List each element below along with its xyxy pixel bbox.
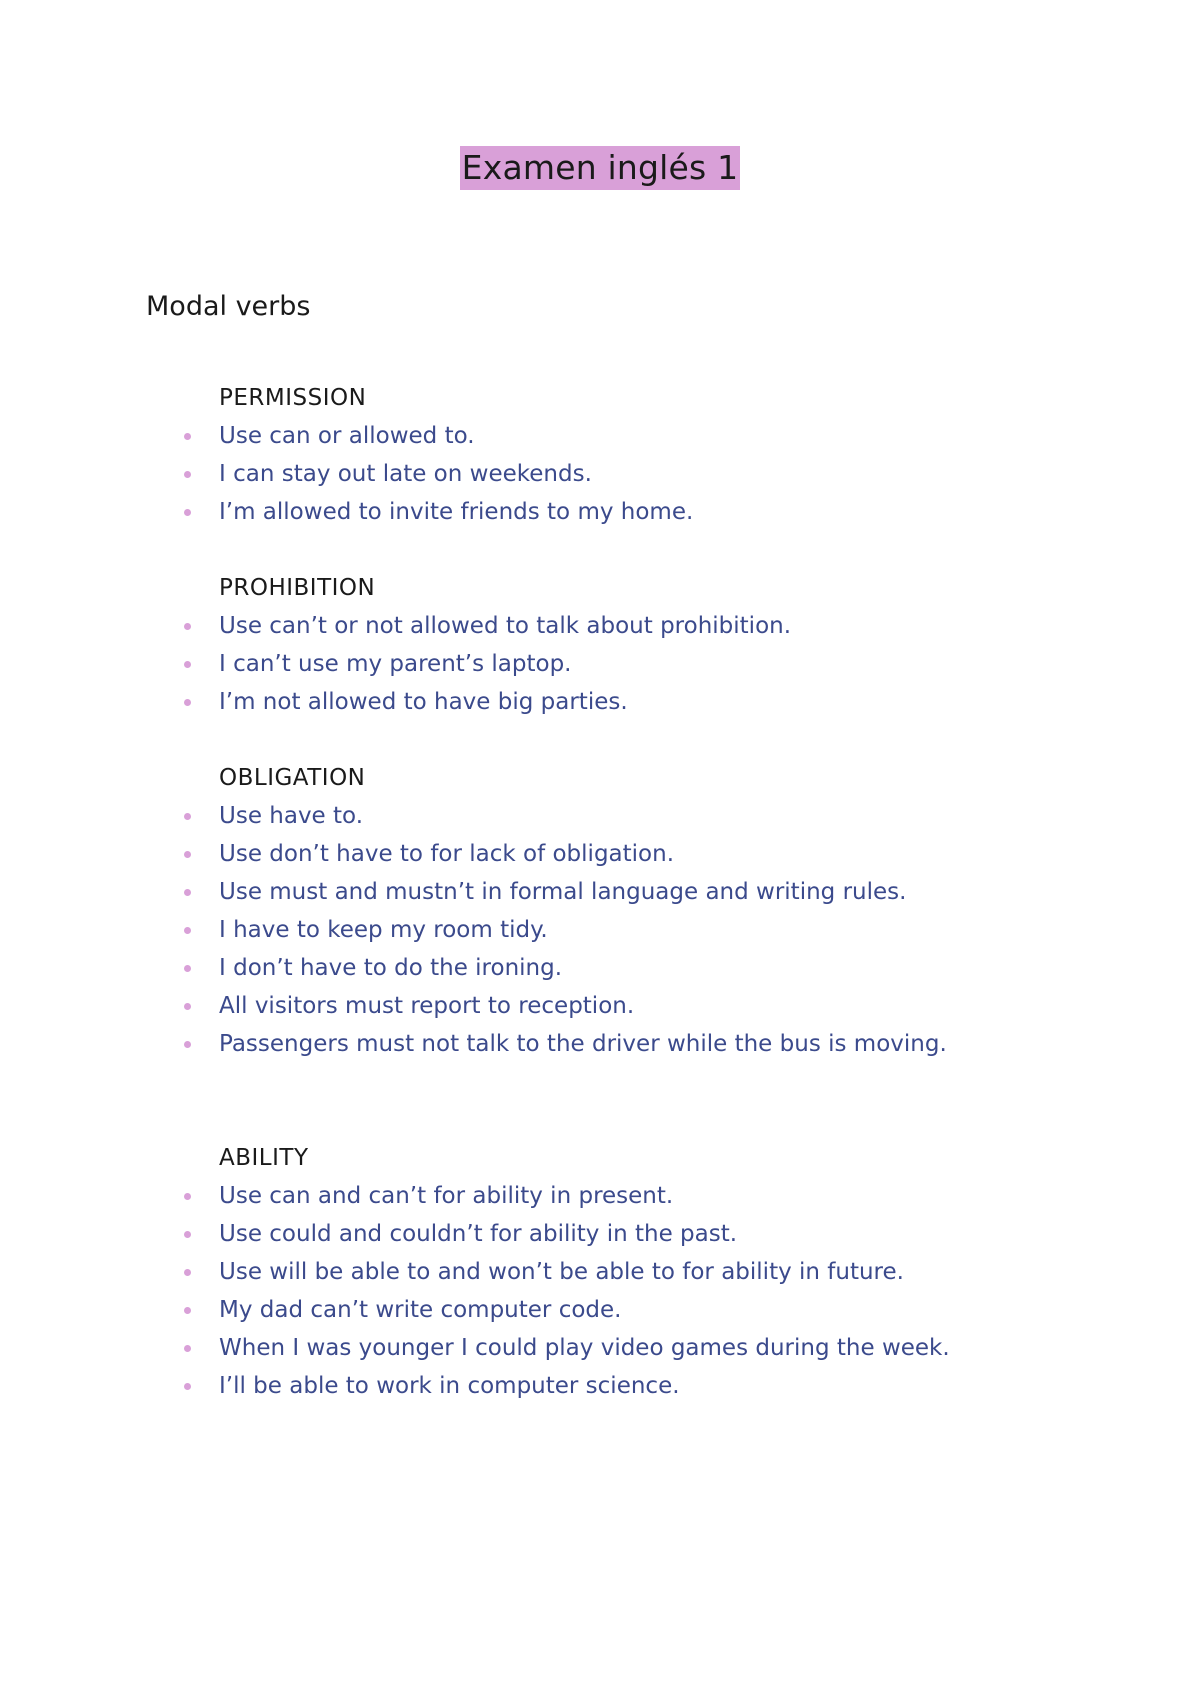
list-item <box>182 493 1082 531</box>
bullet-dot-icon <box>184 1269 191 1276</box>
section-label: PROHIBITION <box>219 575 376 601</box>
bullet-dot-icon <box>184 699 191 706</box>
list-item <box>182 607 1082 645</box>
list-item <box>182 1253 1082 1291</box>
list-item-text: Use will be able to and won’t be able to for ability in future. <box>219 1259 904 1285</box>
bullet-list <box>182 797 1082 1063</box>
list-item <box>182 797 1082 835</box>
bullet-dot-icon <box>184 927 191 934</box>
bullet-dot-icon <box>184 1345 191 1352</box>
list-item <box>182 949 1082 987</box>
bullet-list <box>182 607 1082 721</box>
bullet-dot-icon <box>184 1193 191 1200</box>
list-item-text: Use must and mustn’t in formal language and writing rules. <box>219 879 907 905</box>
bullet-dot-icon <box>184 471 191 478</box>
list-item <box>182 1177 1082 1215</box>
list-item-text: I’ll be able to work in computer science. <box>219 1373 680 1399</box>
section-heading: Modal verbs <box>146 291 311 322</box>
bullet-list <box>182 417 1082 531</box>
list-item <box>182 911 1082 949</box>
list-item-text: Use can or allowed to. <box>219 423 475 449</box>
list-item-text: I have to keep my room tidy. <box>219 917 548 943</box>
list-item-text: When I was younger I could play video games during the week. <box>219 1335 950 1361</box>
list-item <box>182 1329 1082 1367</box>
section-label: ABILITY <box>219 1145 309 1171</box>
list-item <box>182 987 1082 1025</box>
list-item <box>182 1025 1082 1063</box>
title-container <box>0 146 1200 190</box>
list-item-text: Use could and couldn’t for ability in the past. <box>219 1221 738 1247</box>
list-item <box>182 1291 1082 1329</box>
list-item <box>182 1367 1082 1405</box>
page-title: Examen inglés 1 <box>460 146 741 190</box>
section-ability <box>182 1139 1082 1405</box>
bullet-dot-icon <box>184 965 191 972</box>
bullet-dot-icon <box>184 889 191 896</box>
list-item-text: I can stay out late on weekends. <box>219 461 592 487</box>
list-item <box>182 683 1082 721</box>
list-item <box>182 873 1082 911</box>
bullet-list <box>182 1177 1082 1405</box>
bullet-dot-icon <box>184 1231 191 1238</box>
bullet-dot-icon <box>184 1307 191 1314</box>
section-permission <box>182 379 1082 531</box>
bullet-dot-icon <box>184 661 191 668</box>
list-item <box>182 455 1082 493</box>
bullet-dot-icon <box>184 851 191 858</box>
section-label: PERMISSION <box>219 385 367 411</box>
bullet-dot-icon <box>184 1003 191 1010</box>
bullet-dot-icon <box>184 509 191 516</box>
bullet-dot-icon <box>184 1041 191 1048</box>
bullet-dot-icon <box>184 1383 191 1390</box>
list-item-text: My dad can’t write computer code. <box>219 1297 622 1323</box>
list-item-text: Use can and can’t for ability in present. <box>219 1183 674 1209</box>
bullet-dot-icon <box>184 433 191 440</box>
list-item-text: I’m not allowed to have big parties. <box>219 689 628 715</box>
section-prohibition <box>182 569 1082 721</box>
list-item <box>182 645 1082 683</box>
list-item <box>182 1215 1082 1253</box>
list-item-text: I can’t use my parent’s laptop. <box>219 651 572 677</box>
list-item <box>182 835 1082 873</box>
section-obligation <box>182 759 1082 1063</box>
list-item-text: I’m allowed to invite friends to my home. <box>219 499 694 525</box>
section-label: OBLIGATION <box>219 765 366 791</box>
list-item <box>182 417 1082 455</box>
list-item-text: Use can’t or not allowed to talk about prohibition. <box>219 613 792 639</box>
list-item-text: Passengers must not talk to the driver while the bus is moving. <box>219 1031 947 1057</box>
list-item-text: Use have to. <box>219 803 364 829</box>
bullet-dot-icon <box>184 623 191 630</box>
list-item-text: Use don’t have to for lack of obligation. <box>219 841 675 867</box>
list-item-text: I don’t have to do the ironing. <box>219 955 563 981</box>
bullet-dot-icon <box>184 813 191 820</box>
list-item-text: All visitors must report to reception. <box>219 993 635 1019</box>
